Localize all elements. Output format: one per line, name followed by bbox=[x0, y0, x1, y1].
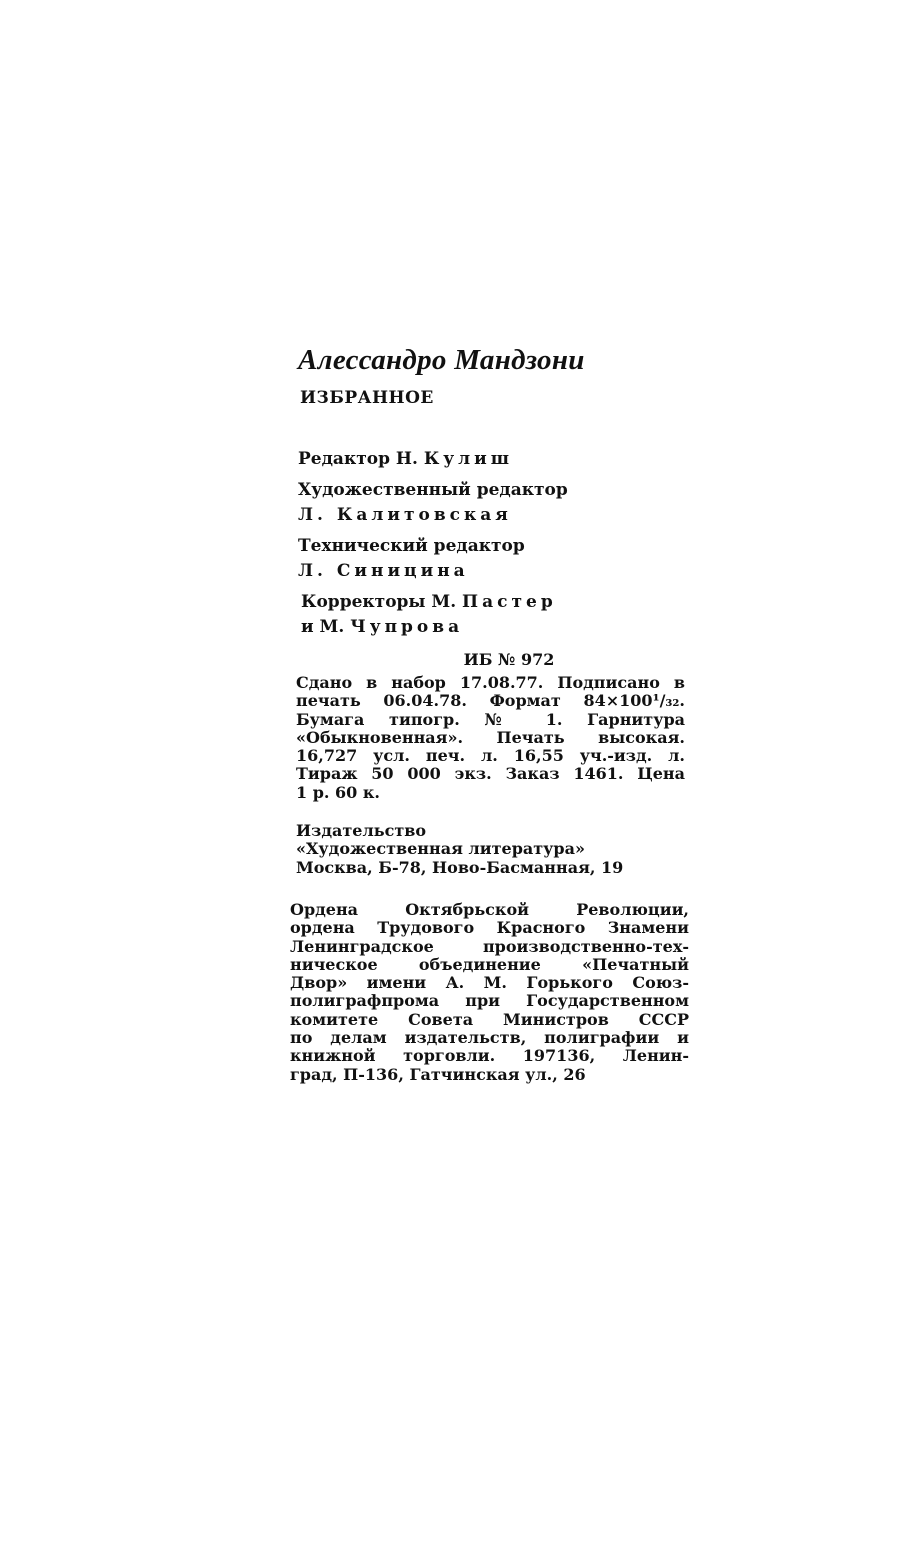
publisher-line: Москва, Б-78, Ново-Басманная, 19 bbox=[296, 857, 624, 877]
book-title: ИЗБРАННОЕ bbox=[300, 388, 434, 408]
credit-tech-editor bbox=[298, 534, 685, 584]
printer-line: по делам издательств, полиграфии и bbox=[290, 1028, 689, 1048]
credit-name: Л. Калитовская bbox=[298, 505, 512, 525]
printer-line: Двор» имени А. М. Горького Союз- bbox=[290, 973, 689, 993]
credit-role: и М. bbox=[301, 617, 345, 637]
credit-role: Корректоры М. bbox=[301, 592, 457, 612]
printer bbox=[290, 901, 689, 1084]
credit-name: Кулиш bbox=[423, 449, 514, 469]
credit-art-editor bbox=[298, 478, 685, 528]
credit-role: Редактор Н. bbox=[298, 449, 418, 469]
publisher-line: «Художественная литература» bbox=[296, 839, 585, 859]
printer-line: полиграфпрома при Государственном bbox=[290, 991, 689, 1011]
book-author: Алессандро Мандзони bbox=[298, 344, 585, 376]
credit-editor bbox=[298, 447, 685, 472]
printer-line: Ленинградское производственно-тех- bbox=[290, 936, 689, 956]
print-data-line: Бумага типогр. № 1. Гарнитура bbox=[296, 709, 685, 729]
print-data-line: Тираж 50 000 экз. Заказ 1461. Цена bbox=[296, 764, 685, 784]
ib-number: ИБ № 972 bbox=[463, 650, 555, 669]
credits-block bbox=[298, 447, 685, 640]
credit-role: Художественный редактор bbox=[298, 480, 568, 500]
credit-name: Пастер bbox=[462, 592, 557, 612]
printer-line: ордена Трудового Красного Знамени bbox=[290, 918, 689, 938]
printer-line: Ордена Октябрьской Революции, bbox=[290, 899, 689, 919]
credit-proofreaders bbox=[301, 590, 685, 640]
print-data-line: 1 р. 60 к. bbox=[296, 782, 380, 802]
printer-line: град, П-136, Гатчинская ул., 26 bbox=[290, 1064, 586, 1084]
credit-role: Технический редактор bbox=[298, 536, 525, 556]
print-data bbox=[296, 674, 685, 802]
credit-name: Л. Синицина bbox=[298, 561, 469, 581]
print-data-line: Сдано в набор 17.08.77. Подписано в bbox=[296, 673, 685, 692]
credit-name: Чупрова bbox=[350, 617, 464, 637]
printer-line: книжной торговли. 197136, Ленин- bbox=[290, 1046, 689, 1066]
colophon bbox=[290, 340, 689, 1084]
printer-line: комитете Совета Министров СССР bbox=[290, 1009, 689, 1029]
publisher-line: Издательство bbox=[296, 821, 427, 841]
printer-line: ническое объединение «Печатный bbox=[290, 954, 689, 974]
print-data-line: печать 06.04.78. Формат 84×100¹/₃₂. bbox=[296, 691, 685, 711]
print-data-line: 16,727 усл. печ. л. 16,55 уч.-изд. л. bbox=[296, 746, 685, 766]
print-data-line: «Обыкновенная». Печать высокая. bbox=[296, 727, 685, 747]
publisher bbox=[296, 822, 685, 877]
